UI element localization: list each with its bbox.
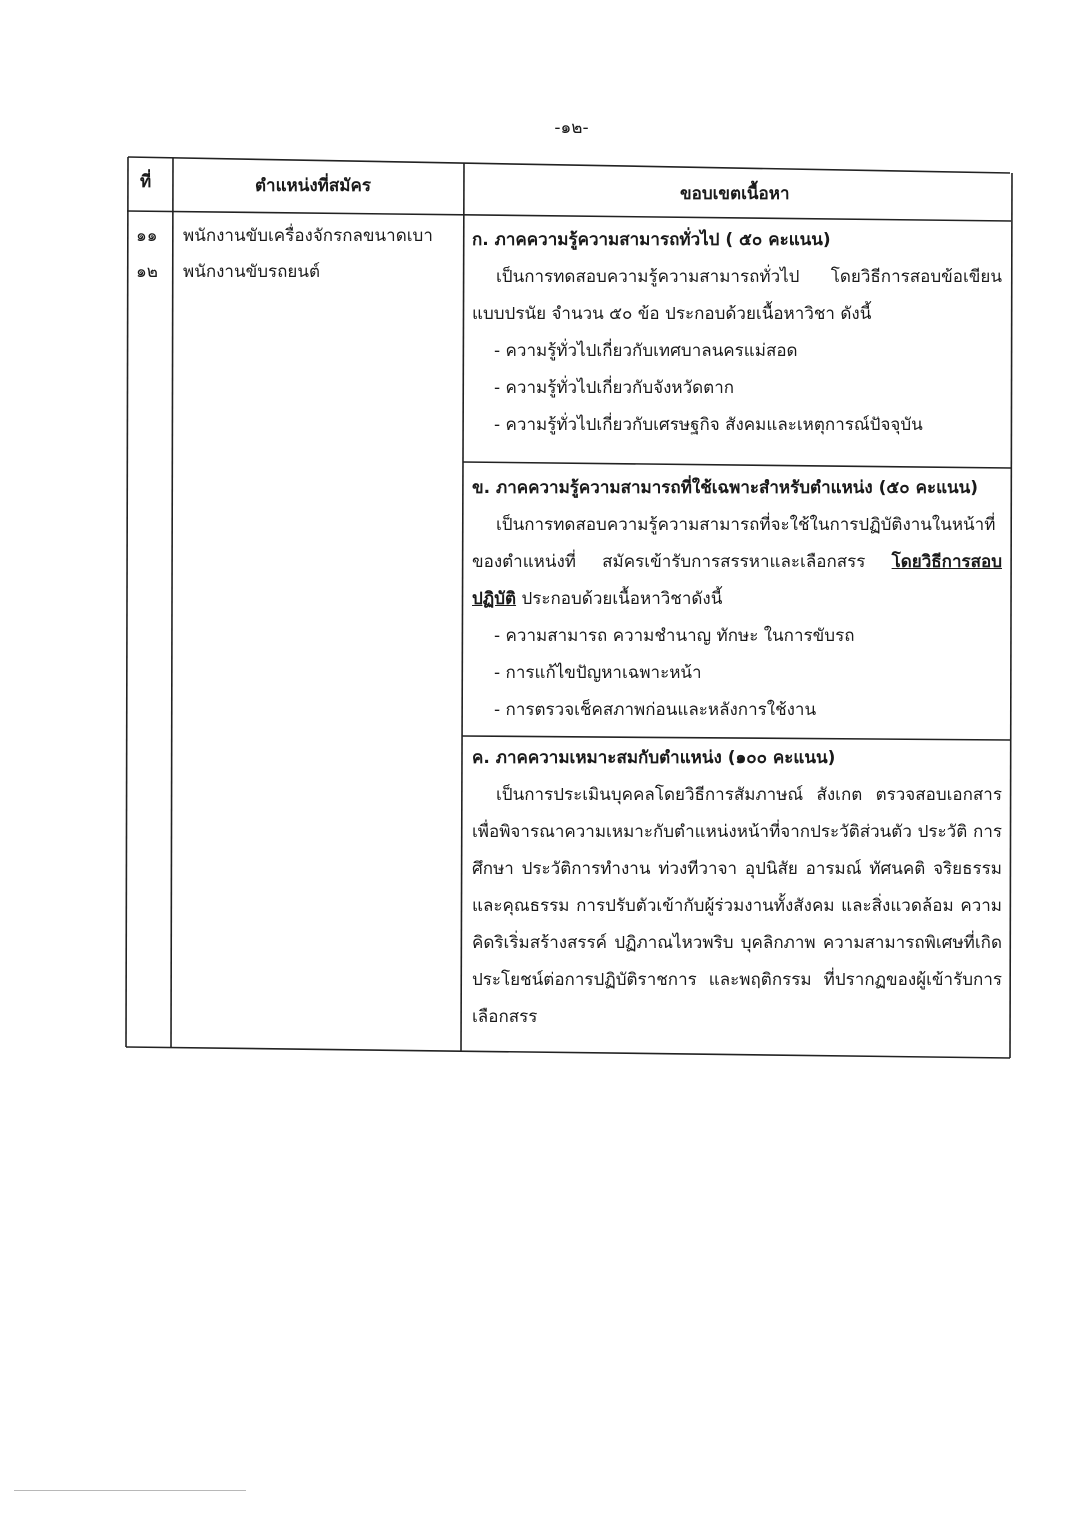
section-paragraph <box>472 507 1002 618</box>
section-paragraph: เป็นการประเมินบุคคลโดยวิธีการสัมภาษณ์ สังเกต ตรวจสอบเอกสาร เพื่อพิจารณาความเหมาะกับตำแหน่งหน้าที่จากประวัติส่วนตัว ประวัติ การศึกษา ประวัติการทำงาน ท่วงทีวาจา อุปนิสัย อารมณ์ ทัศนคติ จริยธรรมและคุณธรรม การปรับตัวเข้ากับผู้ร่วมงานทั้งสังคม และสิ่งแวดล้อม ความคิดริเริ่มสร้างสรรค์ ปฏิภาณไหวพริบ บุคลิกภาพ ความสามารถพิเศษที่เกิดประโยชน์ต่อการปฏิบัติราชการ และพฤติกรรม ที่ปรากฏของผู้เข้ารับการเลือกสรร <box>472 785 1002 1027</box>
column-divider-2 <box>461 163 464 1051</box>
header-position: ตำแหน่งที่สมัคร <box>255 176 371 196</box>
header-scope: ขอบเขตเนื้อหา <box>680 184 790 204</box>
content-item: - การตรวจเช็คสภาพก่อนและหลังการใช้งาน <box>494 700 817 720</box>
section-heading: ค. ภาคความเหมาะสมกับตำแหน่ง (๑๐๐ คะแนน) <box>472 748 836 768</box>
section-paragraph: เป็นการทดสอบความรู้ความสามารถทั่วไป โดยวิธีการสอบข้อเขียนแบบปรนัย จำนวน ๕๐ ข้อ ประกอบด้วยเนื้อหาวิชา ดังนี้ <box>472 267 1002 324</box>
practical-exam-text: โดยวิธีการสอบปฏิบัติ <box>472 552 1002 609</box>
page-number: -๑๒- <box>554 118 589 138</box>
content-item: - การแก้ไขปัญหาเฉพาะหน้า <box>494 663 702 683</box>
header-no: ที่ <box>140 172 152 192</box>
section-divider-1 <box>463 462 1011 468</box>
table-left-border <box>126 157 128 1047</box>
section-heading: ก. ภาคความรู้ความสามารถทั่วไป ( ๕๐ คะแนน) <box>472 230 831 250</box>
position-name: พนักงานขับเครื่องจักรกลขนาดเบา <box>183 226 433 246</box>
paragraph-text: เป็นการทดสอบความรู้ความสามารถที่จะใช้ในการปฏิบัติงานในหน้าที่ ของตำแหน่งที่ สมัครเข้ารับการสรรหาและเลือกสรร <box>472 515 996 572</box>
table-top-border <box>128 157 1010 173</box>
row-number: ๑๑ <box>136 226 158 246</box>
content-item: - ความรู้ทั่วไปเกี่ยวกับเศรษฐกิจ สังคมและเหตุการณ์ปัจจุบัน <box>494 415 923 435</box>
section-general <box>472 222 1002 444</box>
section-position-specific <box>472 470 1002 729</box>
section-heading: ข. ภาคความรู้ความสามารถที่ใช้เฉพาะสำหรับตำแหน่ง (๕๐ คะแนน) <box>472 478 979 498</box>
position-name: พนักงานขับรถยนต์ <box>183 262 321 282</box>
content-item: - ความรู้ทั่วไปเกี่ยวกับเทศบาลนครแม่สอด <box>494 341 798 361</box>
content-item: - ความรู้ทั่วไปเกี่ยวกับจังหวัดตาก <box>494 378 735 398</box>
column-divider-1 <box>171 158 173 1047</box>
content-item: - ความสามารถ ความชำนาญ ทักษะ ในการขับรถ <box>494 626 855 646</box>
positions-cell <box>183 218 459 290</box>
row-numbers-cell <box>136 218 170 290</box>
section-suitability <box>472 740 1002 1036</box>
paragraph-tail: ประกอบด้วยเนื้อหาวิชาดังนี้ <box>516 589 723 609</box>
footer-rule <box>14 1490 246 1491</box>
table-bottom-border <box>126 1047 1010 1058</box>
row-number: ๑๒ <box>136 262 158 282</box>
table-right-border <box>1010 173 1012 1058</box>
